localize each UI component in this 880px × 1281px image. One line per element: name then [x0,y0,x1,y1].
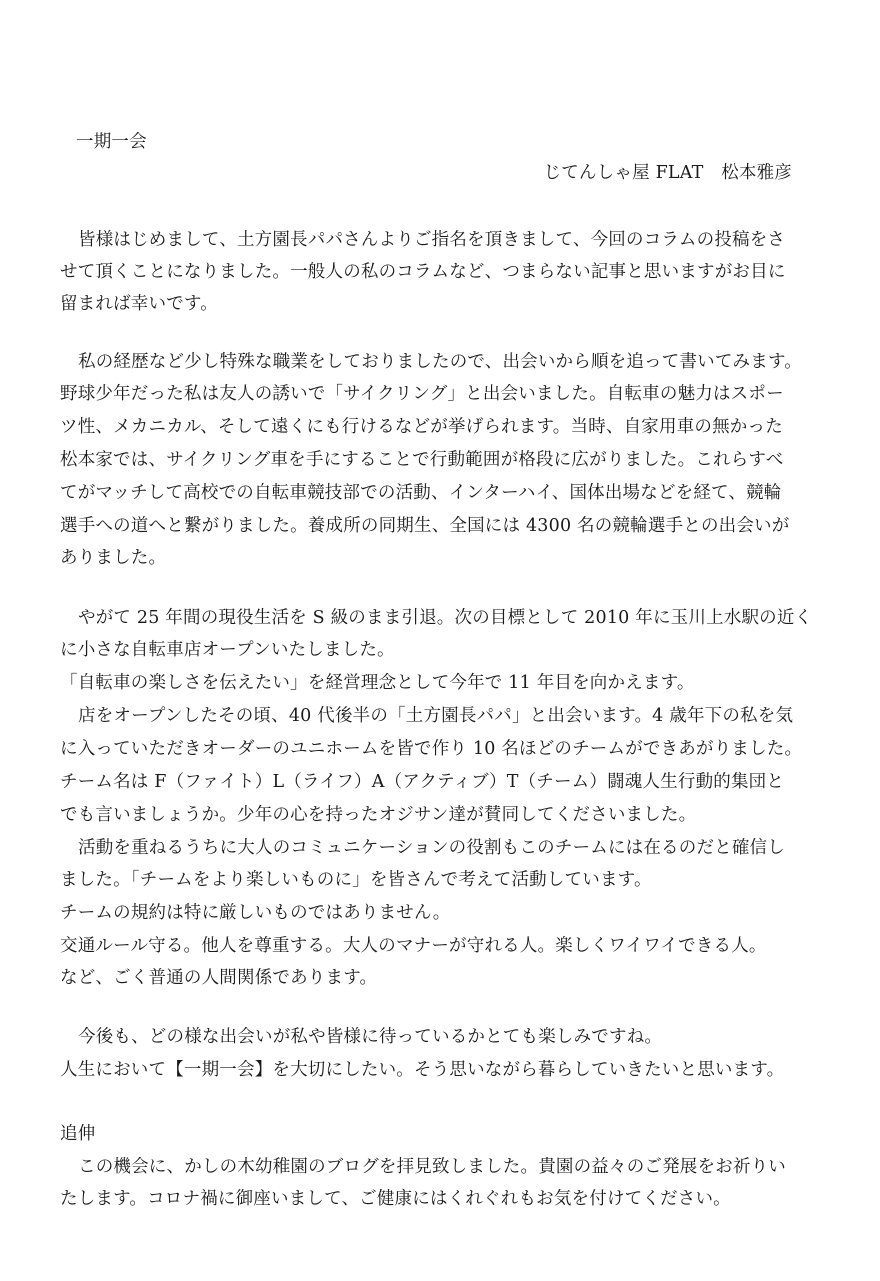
paragraph-2-line-5: てがマッチして高校での自転車競技部での活動、インターハイ、国体出場などを経て、競輪 [60,483,782,503]
paragraph-2-line-3: ツ性、メカニカル、そして遠くにも行けるなどが挙げられます。当時、自家用車の無かった [60,417,783,437]
document-title: 一期一会 [76,132,147,152]
paragraph-3-line-2: に小さな自転車店オープンいたしました。 [60,640,395,660]
paragraph-3-line-4: 店をオープンしたその頃、40 代後半の「土方園長パパ」と出会います。4 歳年下の私を気 [78,706,794,726]
paragraph-2-line-2: 野球少年だった私は友人の誘いで「サイクリング」と出会いました。自転車の魅力はスポー [60,384,784,404]
paragraph-3-line-8: 活動を重ねるうちに大人のコミュニケーションの役割もこのチームには在るのだと確信し [78,838,785,858]
paragraph-3-line-7: でも言いましょうか。少年の心を持ったオジサン達が賛同してくださいました。 [60,805,697,825]
postscript-line-2: たします。コロナ禍に御座いまして、ご健康にはくれぐれもお気を付けてください。 [60,1189,731,1209]
paragraph-3-line-6: チーム名は F（ファイト）L（ライフ）A（アクティブ）T（チーム）闘魂人生行動的集団と [60,772,785,792]
paragraph-3-line-12: など、ごく普通の人間関係であります。 [60,968,378,988]
paragraph-1-line-1: 皆様はじめまして、土方園長パパさんよりご指名を頂きまして、今回のコラムの投稿をさ [78,230,786,250]
paragraph-1-line-2: せて頂くことになりました。一般人の私のコラムなど、つまらない記事と思いますがお目に [60,262,786,282]
paragraph-3-line-11: 交通ルール守る。他人を尊重する。大人のマナーが守れる人。楽しくワイワイできる人。 [60,936,767,956]
paragraph-3-line-5: に入っていただきオーダーのユニホームを皆で作り 10 名ほどのチームができあがりました。 [60,739,803,759]
paragraph-3-line-1: やがて 25 年間の現役生活を S 級のまま引退。次の目標として 2010 年に玉川上水駅の近く [78,608,813,628]
postscript-heading: 追伸 [60,1124,96,1144]
paragraph-4-line-2: 人生において【一期一会】を大切にしたい。そう思いながら暮らしていきたいと思います。 [60,1060,785,1080]
paragraph-2-line-6: 選手への道へと繋がりました。養成所の同期生、全国には 4300 名の競輪選手との出会いが [60,516,790,536]
paragraph-4-line-1: 今後も、どの様な出会いが私や皆様に待っているかとても楽しみですね。 [78,1027,663,1047]
paragraph-2-line-4: 松本家では、サイクリング車を手にすることで行動範囲が格段に広がりました。これらすべ [60,450,784,470]
paragraph-2-line-7: ありました。 [60,548,167,568]
paragraph-1-line-3: 留まれば幸いです。 [60,294,218,314]
paragraph-3-line-3: 「自転車の楽しさを伝えたい」を経営理念として今年で 11 年目を向かえます。 [60,673,695,693]
paragraph-3-line-10: チームの規約は特に厳しいものではありません。 [60,903,451,923]
postscript-line-1: この機会に、かしの木幼稚園のブログを拝見致しました。貴園の益々のご発展をお祈りい [78,1157,786,1177]
paragraph-2-line-1: 私の経歴など少し特殊な職業をしておりましたので、出会いから順を追って書いてみます。 [78,352,802,372]
paragraph-3-line-9: ました。「チームをより楽しいものに」を皆さんで考えて活動しています。 [60,870,652,890]
author-line: じてんしゃ屋 FLAT 松本雅彦 [543,163,792,183]
